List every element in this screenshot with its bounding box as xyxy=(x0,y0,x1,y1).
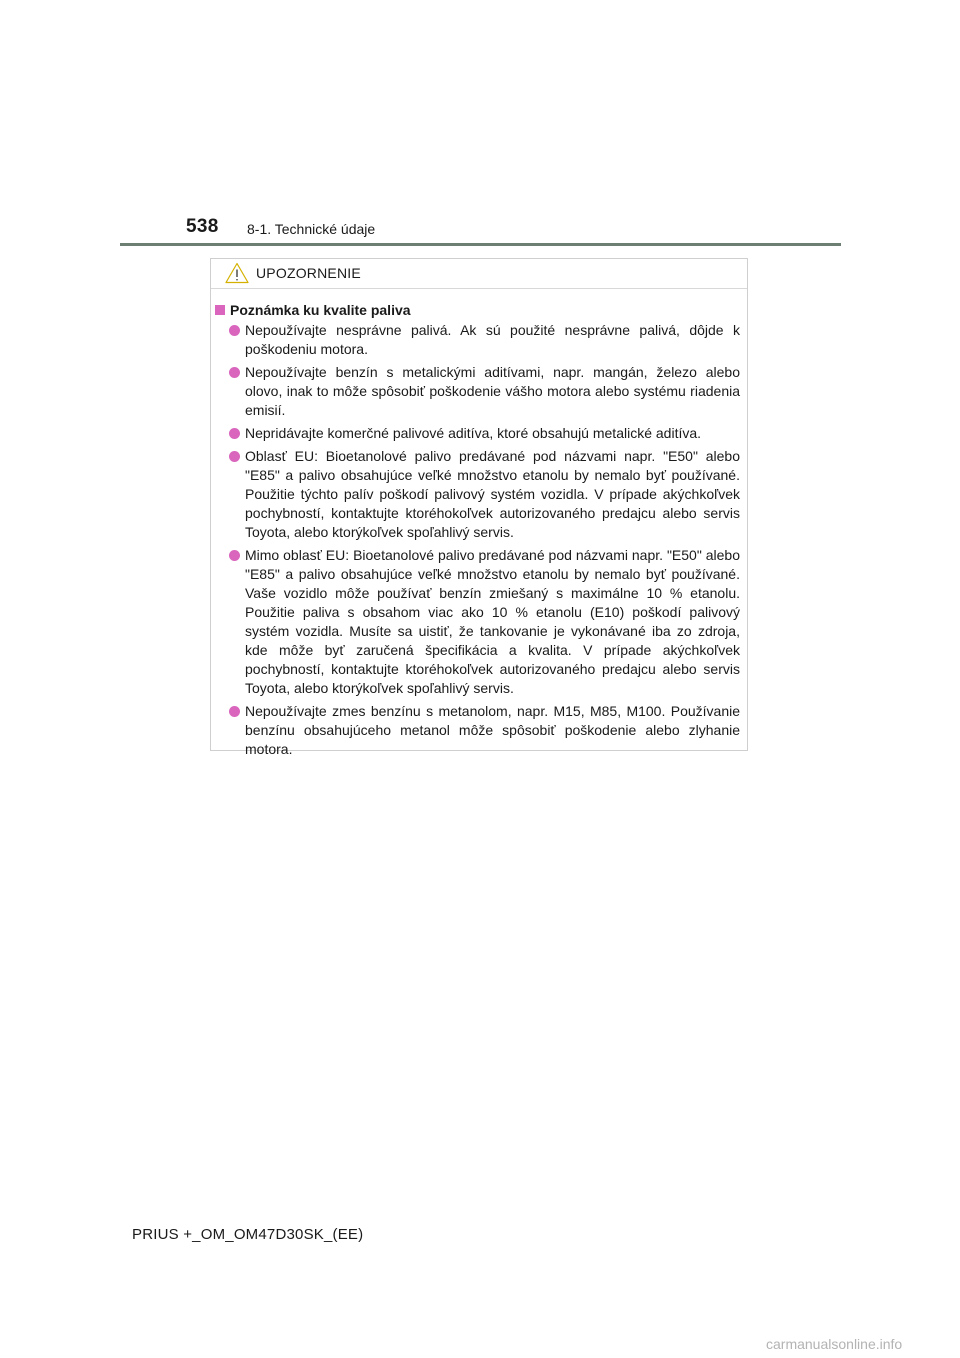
dot-bullet-icon xyxy=(229,706,240,717)
section-title: 8-1. Technické údaje xyxy=(247,221,376,237)
square-bullet-icon xyxy=(215,305,225,315)
header-rule xyxy=(120,243,841,246)
caution-header xyxy=(211,259,747,289)
item-text: Nepridávajte komerčné palivové aditíva, ktoré obsahujú metalické aditíva. xyxy=(245,425,702,441)
caution-title: UPOZORNENIE xyxy=(256,265,361,281)
item-text: Mimo oblasť EU: Bioetanolové palivo predávané pod názvami napr. "E50" alebo "E85" a palivo obsahujúce veľké množstvo etanolu by nemalo byť používané. Vaše vozidlo môže používať benzín zmiešaný s maximálne 10 % etanolu. Použitie paliva s obsahom viac ako 10 % etanolu (E10) poškodí palivový systém vozidla. Musíte sa uistiť, že tankovanie je vykonávané iba zo zdroja, kde môže byť zaručená špecifikácia a kvalita. V prípade akýchkoľvek pochybností, kontaktujte ktoréhokoľvek autorizovaného predajcu alebo servis Toyota, alebo ktorýkoľvek spoľahlivý servis. xyxy=(245,547,740,696)
subsection-title: Poznámka ku kvalite paliva xyxy=(230,302,411,318)
dot-bullet-icon xyxy=(229,451,240,462)
dot-bullet-icon xyxy=(229,550,240,561)
item-text: Oblasť EU: Bioetanolové palivo predávané pod názvami napr. "E50" alebo "E85" a palivo obsahujúce veľké množstvo etanolu by nemalo byť používané. Použitie týchto palív poškodí palivový systém vozidla. V prípade akýchkoľvek pochybností, kontaktujte ktoréhokoľvek autorizovaného predajcu alebo servis Toyota, alebo ktorýkoľvek spoľahlivý servis. xyxy=(245,448,740,540)
list-item xyxy=(215,363,740,420)
item-text: Nepoužívajte nesprávne palivá. Ak sú použité nesprávne palivá, dôjde k poškodeniu motora. xyxy=(245,322,740,357)
list-item xyxy=(215,447,740,542)
page-number: 538 xyxy=(186,216,219,237)
subsection-heading xyxy=(215,302,740,318)
dot-bullet-icon xyxy=(229,325,240,336)
dot-bullet-icon xyxy=(229,428,240,439)
list-item xyxy=(215,321,740,359)
item-text: Nepoužívajte benzín s metalickými aditívami, napr. mangán, železo alebo olovo, inak to môže spôsobiť poškodenie vášho motora alebo systému riadenia emisií. xyxy=(245,364,740,418)
item-text: Nepoužívajte zmes benzínu s metanolom, napr. M15, M85, M100. Používanie benzínu obsahujúceho metanol môže spôsobiť poškodenie alebo zlyhanie motora. xyxy=(245,703,740,757)
watermark: carmanualsonline.info xyxy=(766,1336,903,1352)
caution-item-list xyxy=(215,321,740,759)
caution-body xyxy=(211,289,747,759)
warning-triangle-icon xyxy=(225,262,249,284)
list-item xyxy=(215,546,740,698)
dot-bullet-icon xyxy=(229,367,240,378)
list-item xyxy=(215,702,740,759)
caution-box xyxy=(210,258,748,757)
manual-code: PRIUS +_OM_OM47D30SK_(EE) xyxy=(132,1226,364,1243)
list-item xyxy=(215,424,740,443)
